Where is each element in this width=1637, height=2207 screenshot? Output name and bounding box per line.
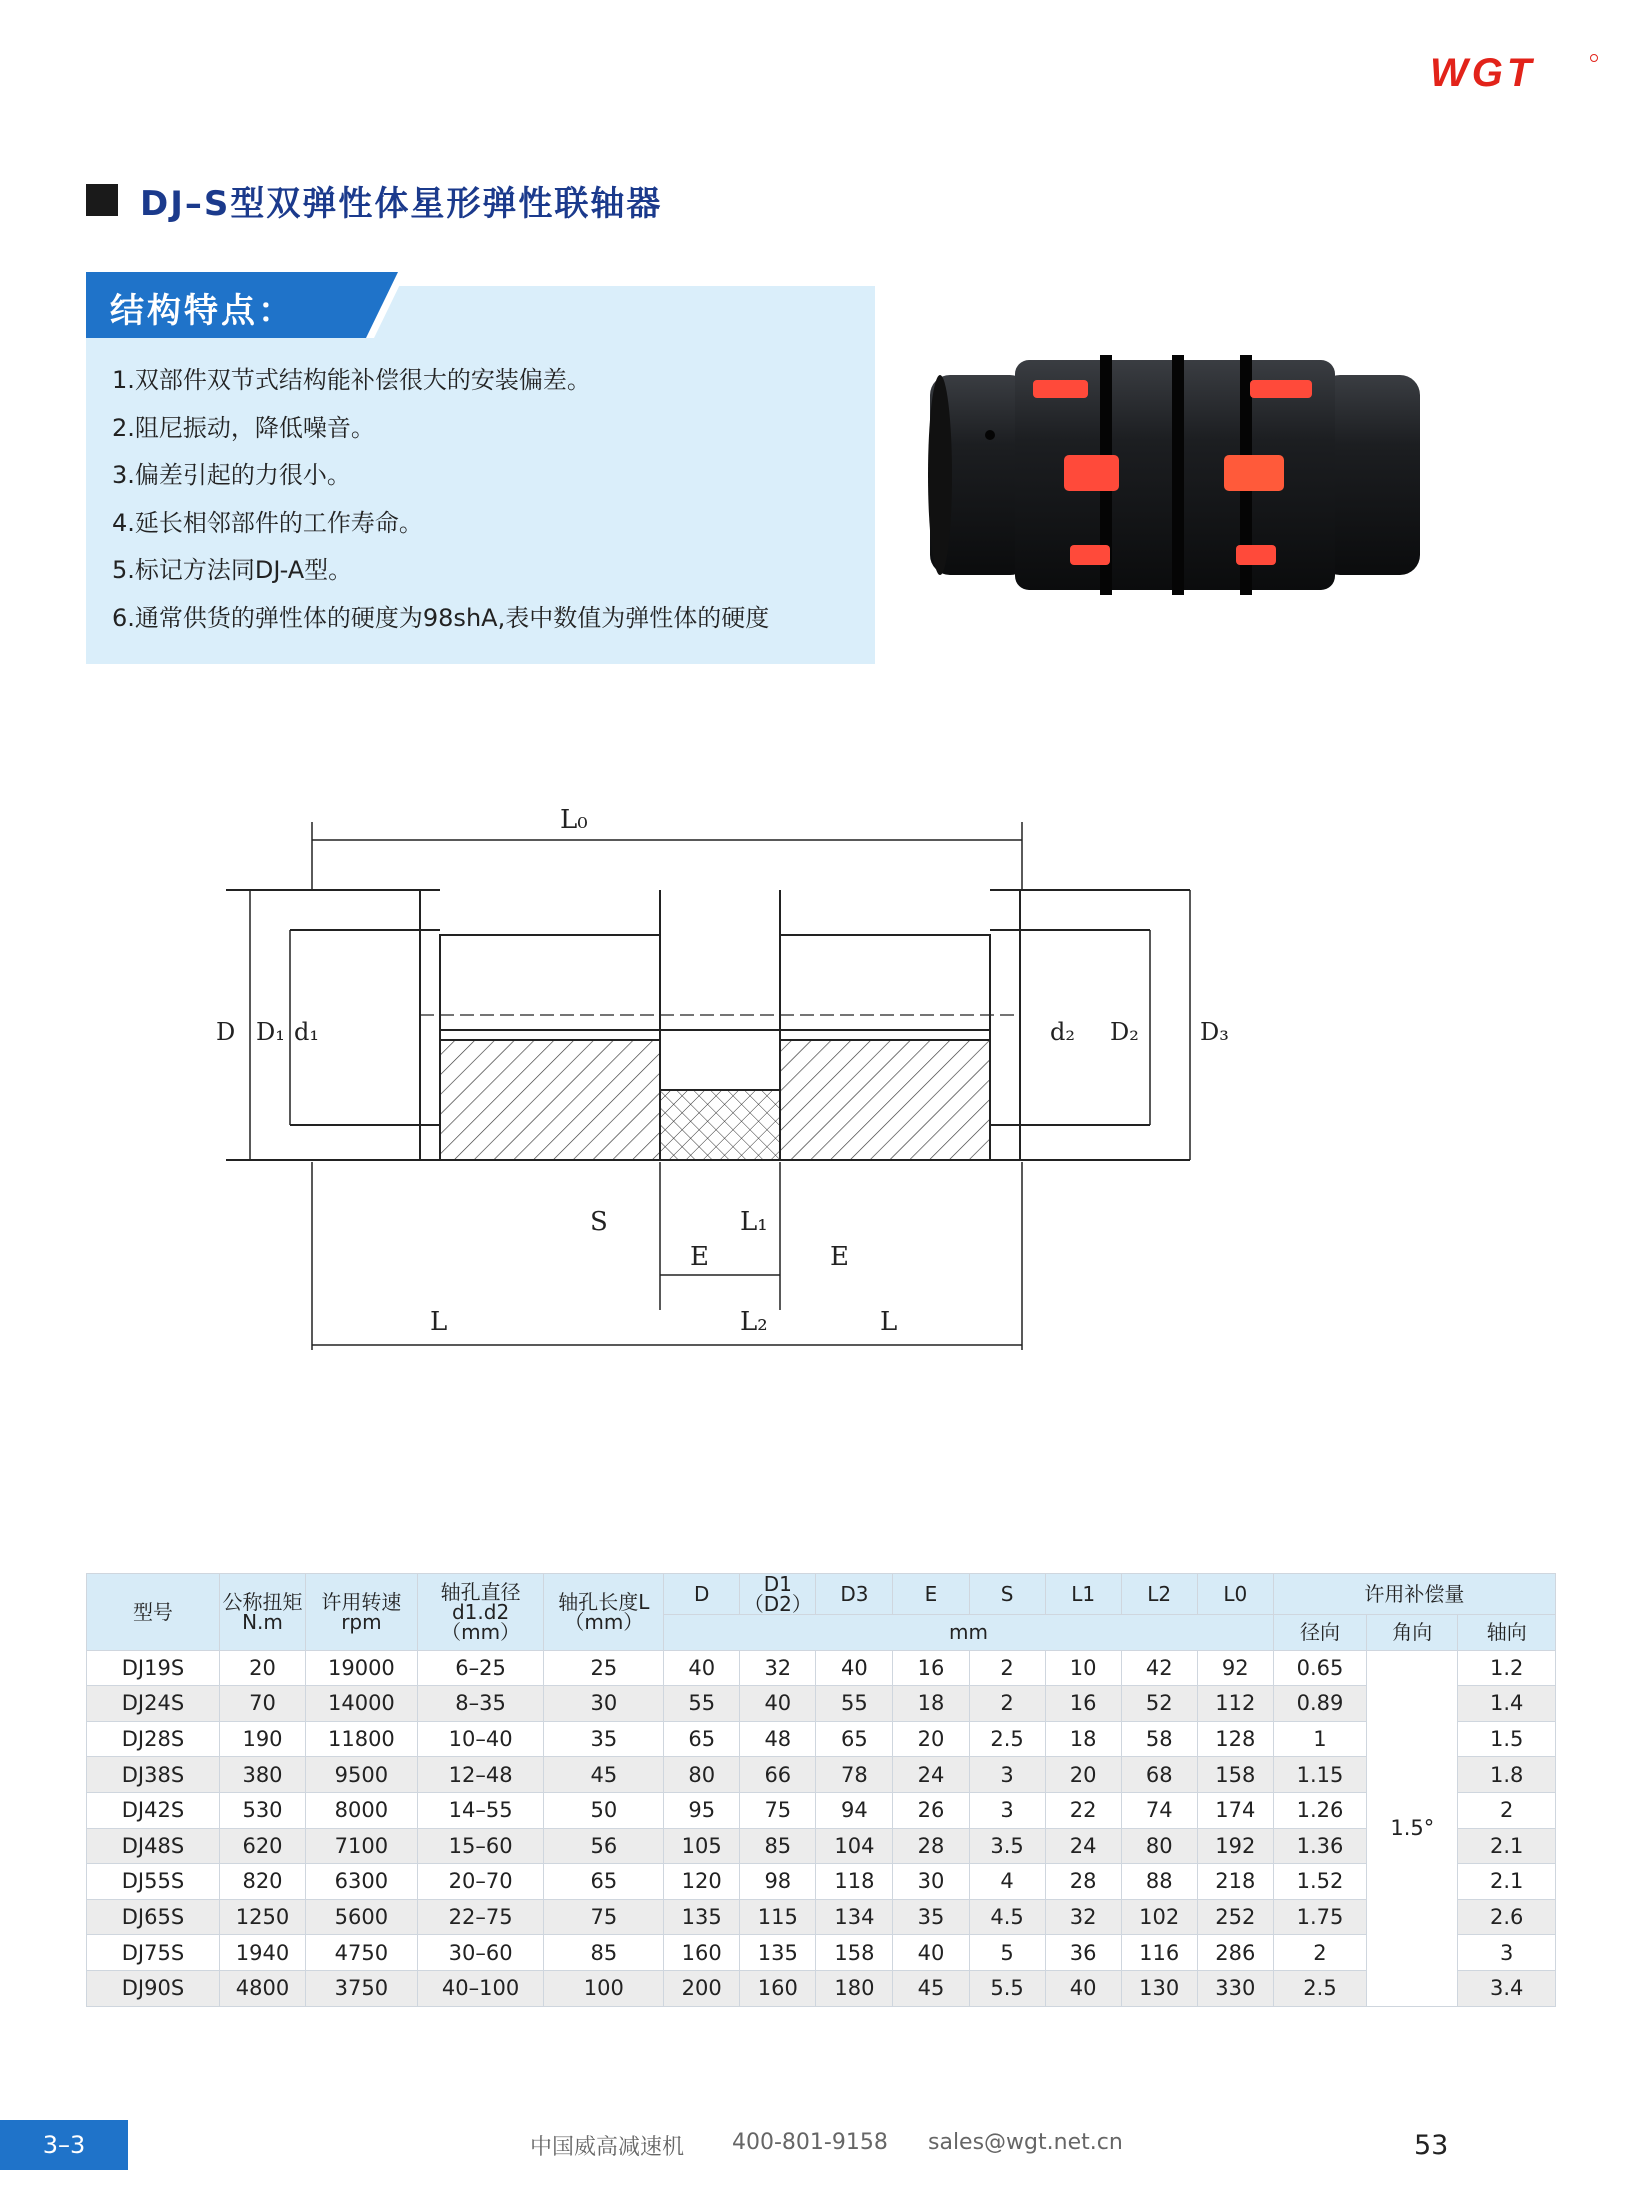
table-cell: 3.4 — [1458, 1970, 1556, 2006]
table-cell: 1.8 — [1458, 1757, 1556, 1793]
table-cell: 252 — [1197, 1899, 1273, 1935]
th-radial: 径向 — [1273, 1615, 1366, 1651]
label-d2: d₂ — [1050, 1018, 1075, 1046]
table-cell: 2 — [969, 1686, 1045, 1722]
table-cell: 45 — [893, 1970, 969, 2006]
table-cell: 4 — [969, 1864, 1045, 1900]
table-row — [87, 1757, 1556, 1793]
table-cell: 30–60 — [417, 1935, 544, 1971]
table-cell: 65 — [544, 1864, 664, 1900]
feature-item: 1.双部件双节式结构能补偿很大的安装偏差。 — [112, 366, 591, 394]
table-cell: 40–100 — [417, 1970, 544, 2006]
label-L-left: L — [430, 1307, 448, 1337]
table-cell: 16 — [893, 1650, 969, 1686]
table-cell: 330 — [1197, 1970, 1273, 2006]
table-cell: 85 — [544, 1935, 664, 1971]
label-L0: L₀ — [560, 805, 588, 835]
table-cell: 1.15 — [1273, 1757, 1366, 1793]
table-cell: 55 — [664, 1686, 740, 1722]
table-cell: 22–75 — [417, 1899, 544, 1935]
features-header: 结构特点： — [110, 291, 295, 331]
table-cell: 1.52 — [1273, 1864, 1366, 1900]
table-cell: 25 — [544, 1650, 664, 1686]
table-cell: 3.5 — [969, 1828, 1045, 1864]
table-cell: 74 — [1121, 1792, 1197, 1828]
table-cell: 1250 — [219, 1899, 305, 1935]
table-cell: 40 — [664, 1650, 740, 1686]
table-cell: DJ24S — [87, 1686, 220, 1722]
table-row — [87, 1935, 1556, 1971]
table-cell: 8000 — [306, 1792, 418, 1828]
th-compensation: 许用补偿量 — [1273, 1574, 1555, 1615]
table-cell: 50 — [544, 1792, 664, 1828]
table-cell: 48 — [740, 1721, 816, 1757]
table-cell: DJ48S — [87, 1828, 220, 1864]
table-cell: 98 — [740, 1864, 816, 1900]
th-L0: L0 — [1197, 1574, 1273, 1615]
table-cell: 36 — [1045, 1935, 1121, 1971]
table-cell: 55 — [816, 1686, 893, 1722]
table-row — [87, 1828, 1556, 1864]
table-cell: 42 — [1121, 1650, 1197, 1686]
table-cell: 4750 — [306, 1935, 418, 1971]
table-cell: 174 — [1197, 1792, 1273, 1828]
table-cell: 2.6 — [1458, 1899, 1556, 1935]
label-E-right: E — [830, 1242, 849, 1272]
table-cell: 26 — [893, 1792, 969, 1828]
table-cell: 116 — [1121, 1935, 1197, 1971]
table-cell: 1 — [1273, 1721, 1366, 1757]
table-cell: 158 — [1197, 1757, 1273, 1793]
spec-table-body — [87, 1650, 1556, 2006]
table-cell: 9500 — [306, 1757, 418, 1793]
table-cell: 3 — [969, 1757, 1045, 1793]
section-tab: 3–3 — [0, 2120, 128, 2170]
table-cell: 3 — [1458, 1935, 1556, 1971]
th-L1: L1 — [1045, 1574, 1121, 1615]
footer-company: 中国威高减速机 — [530, 2135, 685, 2160]
page-number: 53 — [1414, 2130, 1449, 2161]
table-cell: 1940 — [219, 1935, 305, 1971]
table-cell: 130 — [1121, 1970, 1197, 2006]
table-cell: 8–35 — [417, 1686, 544, 1722]
table-cell: 2.5 — [969, 1721, 1045, 1757]
table-cell: 14–55 — [417, 1792, 544, 1828]
table-cell: 180 — [816, 1970, 893, 2006]
table-cell: 80 — [1121, 1828, 1197, 1864]
table-cell: 4.5 — [969, 1899, 1045, 1935]
table-row — [87, 1650, 1556, 1686]
table-cell: DJ28S — [87, 1721, 220, 1757]
coupling-photo — [920, 345, 1430, 605]
label-E-left: E — [690, 1242, 709, 1272]
label-D2: D₂ — [1110, 1018, 1139, 1046]
th-L2: L2 — [1121, 1574, 1197, 1615]
table-cell: 95 — [664, 1792, 740, 1828]
table-cell: 530 — [219, 1792, 305, 1828]
table-cell: 120 — [664, 1864, 740, 1900]
table-cell: 78 — [816, 1757, 893, 1793]
table-cell: 135 — [740, 1935, 816, 1971]
table-cell: 1.5 — [1458, 1721, 1556, 1757]
table-cell: 4800 — [219, 1970, 305, 2006]
table-cell: 820 — [219, 1864, 305, 1900]
feature-item: 3.偏差引起的力很小。 — [112, 461, 351, 490]
feature-item: 5.标记方法同DJ-A型。 — [112, 556, 353, 585]
table-cell: 28 — [893, 1828, 969, 1864]
table-cell: 70 — [219, 1686, 305, 1722]
table-cell: 5 — [969, 1935, 1045, 1971]
table-cell: DJ38S — [87, 1757, 220, 1793]
table-cell: 1.2 — [1458, 1650, 1556, 1686]
table-cell: 2.1 — [1458, 1864, 1556, 1900]
table-cell: 58 — [1121, 1721, 1197, 1757]
table-cell: 105 — [664, 1828, 740, 1864]
table-cell: 20 — [219, 1650, 305, 1686]
table-cell: 40 — [816, 1650, 893, 1686]
table-cell: 10 — [1045, 1650, 1121, 1686]
table-cell: 160 — [664, 1935, 740, 1971]
th-E: E — [893, 1574, 969, 1615]
label-d1: d₁ — [294, 1018, 319, 1046]
table-cell: 5.5 — [969, 1970, 1045, 2006]
footer-phone: 400-801-9158 — [732, 2130, 888, 2155]
footer-email: sales@wgt.net.cn — [928, 2130, 1123, 2155]
table-cell: 104 — [816, 1828, 893, 1864]
th-unit: mm — [664, 1615, 1274, 1651]
table-cell: 11800 — [306, 1721, 418, 1757]
label-L1: L₁ — [740, 1207, 768, 1237]
th-D3: D3 — [816, 1574, 893, 1615]
table-cell: 160 — [740, 1970, 816, 2006]
table-cell: 45 — [544, 1757, 664, 1793]
table-cell: 2 — [1273, 1935, 1366, 1971]
table-cell: 14000 — [306, 1686, 418, 1722]
table-row — [87, 1792, 1556, 1828]
table-cell: 115 — [740, 1899, 816, 1935]
table-cell: 40 — [893, 1935, 969, 1971]
table-cell: 85 — [740, 1828, 816, 1864]
table-cell: DJ75S — [87, 1935, 220, 1971]
table-cell: 190 — [219, 1721, 305, 1757]
th-bore-length: 轴孔长度L （mm） — [544, 1574, 664, 1651]
label-D1: D₁ — [256, 1018, 285, 1046]
table-cell: 10–40 — [417, 1721, 544, 1757]
feature-item: 6.通常供货的弹性体的硬度为98shA,表中数值为弹性体的硬度 — [112, 603, 770, 632]
table-cell: 18 — [893, 1686, 969, 1722]
label-S: S — [590, 1207, 608, 1237]
table-cell: DJ55S — [87, 1864, 220, 1900]
table-cell: 18 — [1045, 1721, 1121, 1757]
table-cell: 15–60 — [417, 1828, 544, 1864]
table-cell: 30 — [544, 1686, 664, 1722]
table-cell: 200 — [664, 1970, 740, 2006]
table-cell: 2.1 — [1458, 1828, 1556, 1864]
table-cell: DJ42S — [87, 1792, 220, 1828]
table-cell: 380 — [219, 1757, 305, 1793]
table-cell: 1.4 — [1458, 1686, 1556, 1722]
title-square-icon — [86, 184, 118, 216]
feature-item: 4.延长相邻部件的工作寿命。 — [112, 508, 423, 537]
table-cell: 65 — [816, 1721, 893, 1757]
label-L-right: L — [880, 1307, 898, 1337]
table-row — [87, 1686, 1556, 1722]
table-cell: 6300 — [306, 1864, 418, 1900]
table-cell: 2 — [1458, 1792, 1556, 1828]
th-axial: 轴向 — [1458, 1615, 1556, 1651]
table-cell: 22 — [1045, 1792, 1121, 1828]
logo-text: WGT — [1430, 52, 1536, 92]
wgt-logo — [1430, 52, 1600, 92]
table-cell: 112 — [1197, 1686, 1273, 1722]
table-row — [87, 1721, 1556, 1757]
table-cell: 32 — [1045, 1899, 1121, 1935]
table-cell: 102 — [1121, 1899, 1197, 1935]
table-cell: 0.89 — [1273, 1686, 1366, 1722]
table-cell: 118 — [816, 1864, 893, 1900]
table-cell: 6–25 — [417, 1650, 544, 1686]
th-bore: 轴孔直径 d1.d2 （mm） — [417, 1574, 544, 1651]
table-cell: 28 — [1045, 1864, 1121, 1900]
th-D1: D1 （D2） — [740, 1574, 816, 1615]
table-cell: 3 — [969, 1792, 1045, 1828]
table-cell: 286 — [1197, 1935, 1273, 1971]
table-cell: 24 — [893, 1757, 969, 1793]
th-D: D — [664, 1574, 740, 1615]
table-row — [87, 1899, 1556, 1935]
table-cell: 20 — [893, 1721, 969, 1757]
table-cell: 1.36 — [1273, 1828, 1366, 1864]
table-cell: 2.5 — [1273, 1970, 1366, 2006]
th-torque: 公称扭矩 N.m — [219, 1574, 305, 1651]
label-L2: L₂ — [740, 1307, 768, 1337]
th-S: S — [969, 1574, 1045, 1615]
table-row — [87, 1970, 1556, 2006]
table-cell: 75 — [544, 1899, 664, 1935]
table-cell: 7100 — [306, 1828, 418, 1864]
table-cell: 52 — [1121, 1686, 1197, 1722]
table-cell: 134 — [816, 1899, 893, 1935]
table-cell: 158 — [816, 1935, 893, 1971]
table-cell: 19000 — [306, 1650, 418, 1686]
table-cell: 16 — [1045, 1686, 1121, 1722]
table-cell: 24 — [1045, 1828, 1121, 1864]
spec-table — [86, 1573, 1556, 2007]
table-cell: 35 — [893, 1899, 969, 1935]
table-cell: DJ19S — [87, 1650, 220, 1686]
table-cell: 1.75 — [1273, 1899, 1366, 1935]
table-cell: 56 — [544, 1828, 664, 1864]
table-cell: 12–48 — [417, 1757, 544, 1793]
table-cell: 135 — [664, 1899, 740, 1935]
table-cell: 1.26 — [1273, 1792, 1366, 1828]
page-title: DJ–S型双弹性体星形弹性联轴器 — [140, 183, 663, 224]
table-cell: 192 — [1197, 1828, 1273, 1864]
table-cell: 3750 — [306, 1970, 418, 2006]
table-cell: 65 — [664, 1721, 740, 1757]
angular-value-cell: 1.5° — [1367, 1650, 1458, 2006]
table-cell: 2 — [969, 1650, 1045, 1686]
table-cell: 40 — [740, 1686, 816, 1722]
table-cell: 620 — [219, 1828, 305, 1864]
table-cell: 35 — [544, 1721, 664, 1757]
feature-item: 2.阻尼振动，降低噪音。 — [112, 413, 375, 442]
table-cell: 32 — [740, 1650, 816, 1686]
table-cell: 20 — [1045, 1757, 1121, 1793]
table-cell: DJ90S — [87, 1970, 220, 2006]
table-cell: 0.65 — [1273, 1650, 1366, 1686]
table-cell: 80 — [664, 1757, 740, 1793]
table-cell: DJ65S — [87, 1899, 220, 1935]
table-cell: 100 — [544, 1970, 664, 2006]
th-speed: 许用转速 rpm — [306, 1574, 418, 1651]
table-cell: 68 — [1121, 1757, 1197, 1793]
table-cell: 40 — [1045, 1970, 1121, 2006]
label-D: D — [216, 1018, 236, 1046]
page-title-row — [86, 178, 662, 222]
table-cell: 88 — [1121, 1864, 1197, 1900]
table-cell: 94 — [816, 1792, 893, 1828]
features-list — [112, 357, 769, 643]
table-cell: 128 — [1197, 1721, 1273, 1757]
table-cell: 20–70 — [417, 1864, 544, 1900]
label-D3: D₃ — [1200, 1018, 1229, 1046]
th-model: 型号 — [87, 1574, 220, 1651]
dim-labels — [216, 805, 1229, 1337]
table-cell: 66 — [740, 1757, 816, 1793]
coupling-drawing — [190, 790, 1480, 1540]
table-cell: 92 — [1197, 1650, 1273, 1686]
table-row — [87, 1864, 1556, 1900]
table-cell: 75 — [740, 1792, 816, 1828]
table-cell: 5600 — [306, 1899, 418, 1935]
th-angular: 角向 — [1367, 1615, 1458, 1651]
table-cell: 30 — [893, 1864, 969, 1900]
table-cell: 218 — [1197, 1864, 1273, 1900]
